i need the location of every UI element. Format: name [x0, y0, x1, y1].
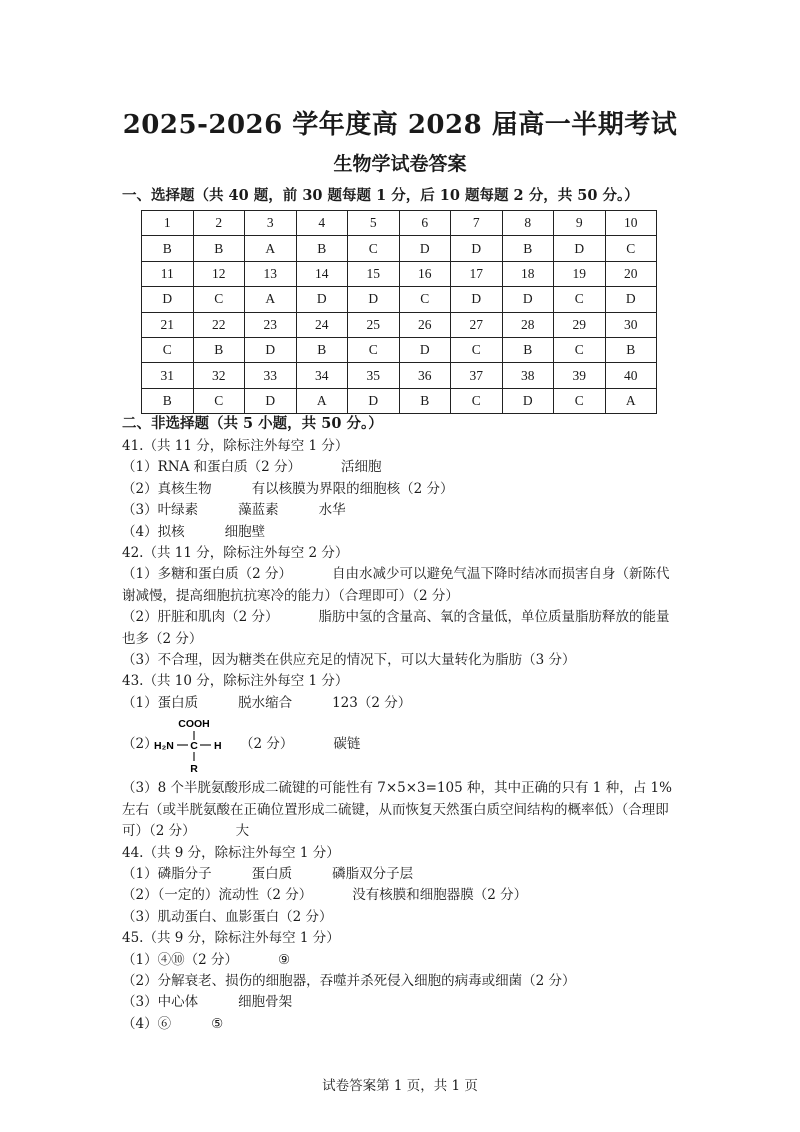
answer-letter-cell: B	[193, 236, 245, 261]
question-number-cell: 6	[399, 211, 451, 236]
q42-a2: （2）肝脏和肌肉（2 分）	[122, 609, 279, 626]
answer-letter-cell: D	[245, 388, 297, 413]
q44-a2: （2）（一定的）流动性（2 分）	[122, 887, 313, 904]
question-number-cell: 13	[245, 261, 297, 286]
answer-letter-cell: C	[554, 287, 606, 312]
q45-a1: （1）④⑩（2 分）	[122, 951, 238, 968]
question-number-cell: 28	[502, 312, 554, 337]
answer-letter-cell: C	[348, 337, 400, 362]
formula-left: H₂N	[154, 740, 174, 753]
answer-letter-cell: C	[554, 388, 606, 413]
q42-a1: （1）多糖和蛋白质（2 分）	[122, 566, 292, 583]
answer-letter-cell: D	[399, 337, 451, 362]
q44-answer-3: （3）肌动蛋白、血影蛋白（2 分）	[122, 908, 333, 925]
answer-letter-row	[142, 236, 657, 261]
answer-letter-cell: D	[348, 388, 400, 413]
q41-heading: 41.（共 11 分，除标注外每空 1 分）	[122, 438, 349, 454]
answer-letter-cell: D	[605, 287, 657, 312]
q43-a1b: 脱水缩合	[238, 694, 293, 711]
q41-a3c: 水华	[318, 502, 346, 519]
amino-acid-structure	[152, 714, 236, 778]
section-2-heading: 二、非选择题（共 5 小题，共 50 分。）	[122, 415, 383, 432]
answer-letter-cell: D	[245, 337, 297, 362]
q43-a2c: 碳链	[333, 736, 361, 753]
q42-a1b: 自由水减少可以避免气温下降时结冰而损害自身（新陈代谢减慢，提高细胞抗抗寒冷的能力）（合理即可）（2 分）	[122, 566, 670, 604]
question-number-row	[142, 363, 657, 388]
question-number-cell: 8	[502, 211, 554, 236]
q42-a2b: 脂肪中氢的含量高、氧的含量低，单位质量脂肪释放的能量也多（2 分）	[122, 609, 670, 647]
q41-a3: （3）叶绿素	[122, 502, 199, 519]
q43-answer-1	[122, 693, 682, 714]
q45-a1b: ⑨	[277, 951, 291, 968]
question-number-cell: 1	[142, 211, 194, 236]
question-number-cell: 34	[296, 363, 348, 388]
answer-letter-cell: D	[399, 236, 451, 261]
q45-heading: 45.（共 9 分，除标注外每空 1 分）	[122, 930, 340, 947]
q43-answer-2	[122, 714, 682, 778]
question-number-cell: 40	[605, 363, 657, 388]
answer-letter-cell: B	[193, 337, 245, 362]
q41-a4: （4）拟核	[122, 523, 185, 540]
formula-center: C	[190, 740, 198, 753]
q43-a2-rest	[240, 734, 360, 755]
question-number-cell: 32	[193, 363, 245, 388]
answer-letter-cell: C	[554, 337, 606, 362]
answer-letter-cell: A	[296, 388, 348, 413]
q41-a3b: 藻蓝素	[238, 502, 279, 519]
q41-answer-1	[122, 457, 682, 478]
answer-letter-cell: D	[502, 287, 554, 312]
q45-a3b: 细胞骨架	[238, 994, 293, 1011]
answer-letter-row	[142, 388, 657, 413]
answer-letter-cell: A	[245, 236, 297, 261]
question-number-cell: 4	[296, 211, 348, 236]
question-number-cell: 31	[142, 363, 194, 388]
question-number-cell: 21	[142, 312, 194, 337]
q45-a4b: ⑤	[211, 1015, 224, 1032]
formula-top: COOH	[178, 718, 210, 731]
question-number-cell: 24	[296, 312, 348, 337]
question-number-cell: 7	[451, 211, 503, 236]
question-number-cell: 37	[451, 363, 503, 388]
answer-letter-cell: D	[451, 287, 503, 312]
question-number-row	[142, 261, 657, 286]
answer-table	[141, 210, 657, 414]
q45-answer-1	[122, 950, 682, 971]
q42-answer-2	[122, 607, 682, 650]
answer-letter-cell: C	[193, 287, 245, 312]
question-number-cell: 14	[296, 261, 348, 286]
q44-a1b: 蛋白质	[251, 865, 293, 882]
question-number-cell: 27	[451, 312, 503, 337]
formula-bottom: R	[190, 763, 198, 776]
answer-table-body	[142, 211, 657, 414]
q42-answer-1	[122, 564, 682, 607]
answer-letter-cell: C	[605, 236, 657, 261]
q44-answer-1	[122, 864, 682, 885]
page-footer: 试卷答案第 1 页，共 1 页	[322, 1078, 478, 1094]
q45-a4: （4）⑥	[122, 1015, 172, 1032]
answer-letter-cell: B	[296, 236, 348, 261]
question-number-cell: 18	[502, 261, 554, 286]
q43-answer-3	[122, 778, 682, 842]
answer-letter-cell: D	[296, 287, 348, 312]
q45-a3: （3）中心体	[122, 994, 199, 1011]
answer-letter-cell: C	[142, 337, 194, 362]
q44-a1: （1）磷脂分子	[122, 865, 212, 882]
answer-letter-cell: A	[605, 388, 657, 413]
q45-answer-4	[122, 1014, 682, 1035]
answer-letter-cell: A	[245, 287, 297, 312]
q41-a1: （1）RNA 和蛋白质（2 分）	[122, 459, 301, 476]
q44-a2b: 没有核膜和细胞器膜（2 分）	[352, 887, 528, 904]
answer-letter-cell: C	[348, 236, 400, 261]
q41-a2: （2）真核生物	[122, 480, 212, 497]
question-number-cell: 38	[502, 363, 554, 388]
q43-a2: （2）	[122, 736, 158, 753]
answer-letter-cell: C	[451, 388, 503, 413]
question-number-cell: 2	[193, 211, 245, 236]
answer-letter-cell: C	[451, 337, 503, 362]
answer-letter-cell: D	[348, 287, 400, 312]
exam-title: 2025-2026 学年度高 2028 届高一半期考试	[122, 110, 678, 140]
q43-heading: 43.（共 10 分，除标注外每空 1 分）	[122, 673, 349, 690]
question-number-cell: 15	[348, 261, 400, 286]
answer-letter-cell: D	[502, 388, 554, 413]
q43-a1: （1）蛋白质	[122, 694, 199, 711]
question-number-row	[142, 211, 657, 236]
question-number-cell: 30	[605, 312, 657, 337]
question-number-cell: 11	[142, 261, 194, 286]
answer-letter-row	[142, 337, 657, 362]
question-number-cell: 22	[193, 312, 245, 337]
answer-letter-cell: C	[193, 388, 245, 413]
q41-a2b: 有以核膜为界限的细胞核（2 分）	[251, 480, 454, 497]
answer-letter-cell: B	[605, 337, 657, 362]
question-number-cell: 17	[451, 261, 503, 286]
answer-letter-cell: B	[502, 236, 554, 261]
answer-letter-cell: B	[142, 236, 194, 261]
question-number-cell: 25	[348, 312, 400, 337]
question-number-cell: 39	[554, 363, 606, 388]
question-number-cell: 36	[399, 363, 451, 388]
q43-a3b: 大	[235, 823, 250, 840]
answer-letter-cell: C	[399, 287, 451, 312]
answer-key-subtitle: 生物学试卷答案	[333, 153, 467, 175]
answer-letter-cell: B	[502, 337, 554, 362]
question-number-cell: 33	[245, 363, 297, 388]
section-1-heading: 一、选择题（共 40 题，前 30 题每题 1 分，后 10 题每题 2 分，共 50 分。）	[122, 187, 639, 204]
question-number-cell: 16	[399, 261, 451, 286]
q45-answer-2: （2）分解衰老、损伤的细胞器，吞噬并杀死侵入细胞的病毒或细菌（2 分）	[122, 972, 576, 989]
question-number-cell: 5	[348, 211, 400, 236]
formula-right: H	[214, 740, 222, 753]
q43-a3: （3）8 个半胱氨酸形成二硫键的可能性有 7×5×3=105 种，其中正确的只有 1 种，占 1%左右（或半胱氨酸在正确位置形成二硫键，从而恢复天然蛋白质空间结构的概率低）（合理即可）（2 分）	[122, 780, 672, 840]
answer-letter-cell: B	[142, 388, 194, 413]
question-number-cell: 26	[399, 312, 451, 337]
question-number-cell: 29	[554, 312, 606, 337]
answer-letter-cell: D	[451, 236, 503, 261]
question-number-cell: 10	[605, 211, 657, 236]
answer-letter-cell: D	[554, 236, 606, 261]
answer-letter-cell: B	[296, 337, 348, 362]
question-number-cell: 35	[348, 363, 400, 388]
question-number-cell: 19	[554, 261, 606, 286]
answer-letter-row	[142, 287, 657, 312]
answer-letter-cell: B	[399, 388, 451, 413]
q44-answer-2	[122, 885, 682, 906]
q42-heading: 42.（共 11 分，除标注外每空 2 分）	[122, 545, 349, 562]
question-number-cell: 9	[554, 211, 606, 236]
answer-letter-cell: D	[142, 287, 194, 312]
q41-answer-2	[122, 479, 682, 500]
question-number-cell: 12	[193, 261, 245, 286]
answers-body	[122, 436, 682, 1035]
q41-a1b: 活细胞	[341, 459, 382, 476]
question-number-cell: 3	[245, 211, 297, 236]
q41-answer-3	[122, 500, 682, 521]
question-number-row	[142, 312, 657, 337]
q41-a4b: 细胞壁	[224, 523, 266, 540]
q44-heading: 44.（共 9 分，除标注外每空 1 分）	[122, 844, 340, 861]
q43-a1c: 123（2 分）	[332, 694, 412, 711]
question-number-cell: 20	[605, 261, 657, 286]
q42-answer-3: （3）不合理，因为糖类在供应充足的情况下，可以大量转化为脂肪（3 分）	[122, 652, 576, 669]
q41-answer-4	[122, 522, 682, 543]
q43-a2b: （2 分）	[240, 736, 294, 753]
q45-answer-3	[122, 992, 682, 1013]
question-number-cell: 23	[245, 312, 297, 337]
q44-a1c: 磷脂双分子层	[332, 865, 414, 882]
